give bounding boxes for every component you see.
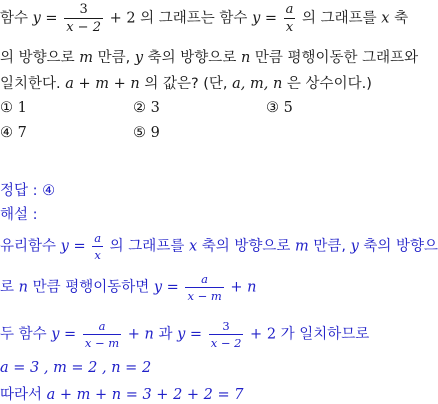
choice-value: 7 [17, 125, 27, 141]
choice-mark: ② [133, 100, 146, 116]
numerator: 3 [209, 319, 244, 335]
text: 만큼 평행이동한 그래프와 [250, 50, 419, 66]
solution-line-2 [0, 272, 257, 303]
text: 의 값은? (단, [139, 76, 233, 92]
choice-1[interactable] [0, 100, 27, 116]
equals: = [260, 10, 282, 27]
var-y: y [60, 238, 69, 255]
denominator: x [94, 248, 101, 262]
equals: = [40, 10, 63, 27]
text: 축의 방향으로 [197, 238, 296, 255]
var-y: y [177, 326, 186, 343]
denominator: x − 2 [210, 336, 242, 350]
fraction [83, 319, 121, 350]
text: 로 [0, 279, 19, 296]
choice-value: 3 [150, 100, 160, 116]
var-y: y [153, 279, 163, 296]
var-y: y [134, 50, 144, 66]
denominator: x [285, 20, 294, 35]
numerator: 3 [64, 2, 103, 19]
text: 두 함수 [0, 326, 52, 343]
expression: a + m + n [65, 76, 140, 92]
final-expression: a + m + n = 3 + 2 + 2 = 7 [46, 387, 244, 403]
solution-line-5 [0, 383, 243, 404]
var-m: m [295, 238, 309, 255]
fraction [209, 319, 244, 350]
equals: = [59, 326, 81, 343]
text: 함수 [0, 10, 33, 27]
text: 은 상수이다.) [282, 76, 372, 92]
var-n: n [18, 279, 28, 296]
fraction [92, 231, 103, 262]
var-y: y [32, 10, 41, 27]
text: 만큼, [308, 238, 351, 255]
text: 축 [389, 10, 409, 27]
text: 만큼, [93, 50, 135, 66]
choice-value: 9 [150, 125, 160, 141]
problem-line-3 [0, 72, 372, 93]
equals: = [185, 326, 207, 343]
choice-value: 1 [17, 100, 27, 116]
choice-value: 5 [283, 100, 293, 116]
text: 만큼 평행이동하면 [27, 279, 154, 296]
choice-4[interactable] [0, 125, 27, 141]
var-y: y [252, 10, 261, 27]
choice-2[interactable] [133, 100, 160, 116]
var-m: m [79, 50, 94, 66]
addend: + n [123, 326, 154, 343]
text: 축의 방향으로 [143, 50, 241, 66]
fraction [185, 272, 223, 303]
choice-mark: ③ [266, 100, 279, 116]
equals: = [162, 279, 184, 296]
var-x: x [381, 10, 390, 27]
text: 축의 방향으 [358, 238, 438, 255]
text: 의 방향으로 [0, 50, 80, 66]
addend: + 2 [104, 10, 136, 27]
fraction [284, 2, 296, 35]
numerator: a [285, 2, 294, 17]
text: 유리함수 [0, 238, 61, 255]
answer-label: 정답 : ④ [0, 183, 56, 199]
text: 따라서 [0, 387, 47, 403]
problem-line-2 [0, 46, 418, 67]
problem-line-1 [0, 2, 408, 35]
solution-line-1 [0, 231, 438, 262]
var-x: x [188, 238, 198, 255]
var-n: n [240, 50, 251, 66]
text: 가 일치하므로 [276, 326, 370, 343]
solution-line-3 [0, 319, 369, 350]
text: 의 그래프를 [105, 238, 189, 255]
choice-mark: ④ [0, 125, 13, 141]
explanation-label: 해설 : [0, 207, 38, 223]
numerator: a [94, 231, 102, 245]
var-y: y [51, 326, 60, 343]
denominator: x − m [187, 289, 222, 303]
choice-3[interactable] [266, 100, 293, 116]
addend: + 2 [245, 326, 277, 343]
choice-5[interactable] [133, 125, 160, 141]
choice-mark: ⑤ [133, 125, 146, 141]
constants: a, m, n [232, 76, 283, 92]
denominator: x − 2 [66, 20, 101, 35]
numerator: a [185, 272, 223, 288]
numerator: a [83, 319, 121, 335]
solution-line-4: a = 3 , m = 2 , n = 2 [0, 360, 152, 376]
text: 의 그래프를 [297, 10, 382, 27]
fraction [64, 2, 103, 35]
var-y: y [350, 238, 359, 255]
text: 일치한다. [0, 76, 66, 92]
choice-mark: ① [0, 100, 13, 116]
denominator: x − m [84, 336, 120, 350]
addend: + n [225, 279, 257, 296]
text: 과 [153, 326, 178, 343]
equals: = [68, 238, 91, 255]
text: 의 그래프는 함수 [135, 10, 253, 27]
